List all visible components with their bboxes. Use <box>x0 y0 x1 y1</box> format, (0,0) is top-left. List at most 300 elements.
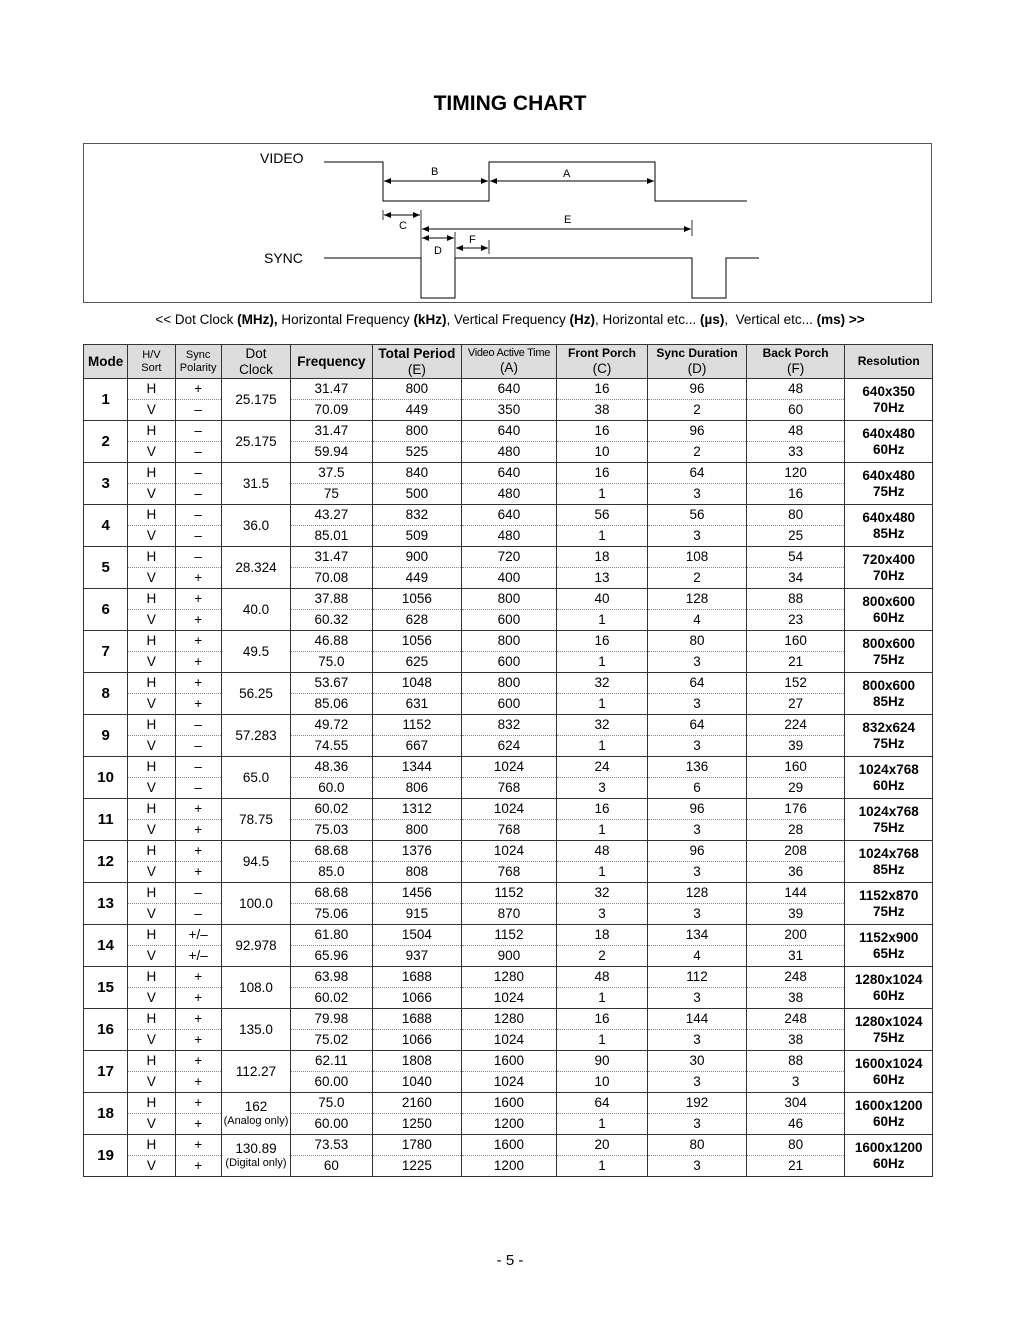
cell-sync: 96 <box>648 379 747 400</box>
cell-back: 200 <box>746 925 845 946</box>
dot-clock <box>221 757 290 799</box>
cell-front: 16 <box>556 421 648 442</box>
cell-sync: 64 <box>648 673 747 694</box>
cell-active: 1280 <box>462 1009 557 1030</box>
header-total-period <box>372 345 462 379</box>
cell-sync: 80 <box>648 1135 747 1156</box>
cell-front: 18 <box>556 925 648 946</box>
cell-total: 2160 <box>372 1093 462 1114</box>
cell-sort: V <box>128 1030 175 1051</box>
table-row <box>84 421 933 442</box>
resolution <box>845 421 933 463</box>
cell-active: 900 <box>462 946 557 967</box>
resolution <box>845 379 933 421</box>
dot-clock <box>221 547 290 589</box>
table-row <box>84 526 933 547</box>
cell-front: 16 <box>556 631 648 652</box>
cell-total: 1688 <box>372 967 462 988</box>
mode-number: 1 <box>84 379 128 421</box>
mode-number: 11 <box>84 799 128 841</box>
cell-active: 768 <box>462 778 557 799</box>
cell-pol: + <box>175 694 221 715</box>
cell-back: 38 <box>746 988 845 1009</box>
resolution-size: 640x480 <box>862 425 915 441</box>
units-khz: (kHz) <box>413 312 447 327</box>
cell-front: 10 <box>556 1072 648 1093</box>
resolution-rate: 75Hz <box>872 819 905 835</box>
resolution-rate: 60Hz <box>872 1071 905 1087</box>
cell-active: 350 <box>462 400 557 421</box>
cell-pol: – <box>175 547 221 568</box>
table-row <box>84 568 933 589</box>
dot-clock-value: 31.5 <box>242 475 270 491</box>
video-label: VIDEO <box>260 150 304 166</box>
cell-active: 1152 <box>462 925 557 946</box>
cell-active: 640 <box>462 505 557 526</box>
cell-total: 915 <box>372 904 462 925</box>
resolution-rate: 75Hz <box>872 483 905 499</box>
cell-total: 800 <box>372 421 462 442</box>
dot-clock <box>221 799 290 841</box>
cell-sync: 96 <box>648 799 747 820</box>
units-us: (µs) <box>700 312 725 327</box>
table-row <box>84 1093 933 1114</box>
table-row <box>84 883 933 904</box>
cell-freq: 31.47 <box>291 379 372 400</box>
dot-clock <box>221 1135 290 1177</box>
header-mode: Mode <box>84 345 128 379</box>
table-row <box>84 589 933 610</box>
dot-clock-value: 25.175 <box>235 391 277 407</box>
cell-active: 1024 <box>462 988 557 1009</box>
cell-sync: 3 <box>648 862 747 883</box>
cell-total: 1456 <box>372 883 462 904</box>
cell-sort: V <box>128 526 175 547</box>
cell-sort: H <box>128 967 175 988</box>
resolution-size: 1600x1200 <box>854 1097 923 1113</box>
header-text: Sync <box>185 348 211 361</box>
resolution-rate: 60Hz <box>872 609 905 625</box>
cell-sort: H <box>128 463 175 484</box>
table-row <box>84 799 933 820</box>
dot-clock-value: 94.5 <box>242 853 270 869</box>
table-row <box>84 505 933 526</box>
resolution <box>845 1009 933 1051</box>
cell-freq: 60.02 <box>291 988 372 1009</box>
cell-front: 1 <box>556 820 648 841</box>
mode-number: 3 <box>84 463 128 505</box>
page-number: - 5 - <box>496 1252 524 1269</box>
cell-pol: + <box>175 631 221 652</box>
resolution-size: 1600x1024 <box>854 1055 923 1071</box>
table-row <box>84 967 933 988</box>
cell-front: 24 <box>556 757 648 778</box>
cell-sync: 64 <box>648 715 747 736</box>
resolution <box>845 1135 933 1177</box>
cell-pol: + <box>175 820 221 841</box>
cell-freq: 75.0 <box>291 1093 372 1114</box>
mode-number: 5 <box>84 547 128 589</box>
cell-back: 248 <box>746 1009 845 1030</box>
cell-sort: H <box>128 757 175 778</box>
cell-freq: 48.36 <box>291 757 372 778</box>
dot-clock <box>221 673 290 715</box>
cell-sync: 3 <box>648 1156 747 1177</box>
dot-clock <box>221 379 290 421</box>
cell-sort: H <box>128 673 175 694</box>
cell-front: 20 <box>556 1135 648 1156</box>
header-text: Polarity <box>179 361 217 374</box>
cell-pol: – <box>175 757 221 778</box>
label-c: C <box>399 220 407 232</box>
cell-total: 806 <box>372 778 462 799</box>
cell-front: 48 <box>556 967 648 988</box>
cell-back: 54 <box>746 547 845 568</box>
cell-sort: V <box>128 778 175 799</box>
resolution-rate: 75Hz <box>872 651 905 667</box>
resolution-rate: 60Hz <box>872 1155 905 1171</box>
cell-freq: 60.00 <box>291 1072 372 1093</box>
dot-clock-value: 40.0 <box>242 601 270 617</box>
resolution-size: 1024x768 <box>858 761 919 777</box>
mode-number: 7 <box>84 631 128 673</box>
cell-active: 1024 <box>462 841 557 862</box>
header-text: (A) <box>499 360 518 376</box>
cell-front: 32 <box>556 883 648 904</box>
header-video-active-time <box>462 345 557 379</box>
cell-front: 56 <box>556 505 648 526</box>
dot-clock <box>221 841 290 883</box>
cell-total: 1066 <box>372 988 462 1009</box>
cell-front: 16 <box>556 799 648 820</box>
header-dot-clock <box>221 345 290 379</box>
table-row <box>84 862 933 883</box>
cell-sync: 112 <box>648 967 747 988</box>
units-text: , Horizontal etc... <box>595 312 701 327</box>
mode-number: 6 <box>84 589 128 631</box>
cell-freq: 65.96 <box>291 946 372 967</box>
cell-active: 1600 <box>462 1051 557 1072</box>
cell-active: 800 <box>462 589 557 610</box>
dot-clock-value: 162 <box>244 1099 268 1115</box>
cell-back: 160 <box>746 757 845 778</box>
cell-front: 1 <box>556 694 648 715</box>
cell-total: 1250 <box>372 1114 462 1135</box>
cell-sync: 136 <box>648 757 747 778</box>
cell-pol: + <box>175 610 221 631</box>
units-text: Horizontal Frequency <box>277 312 414 327</box>
cell-back: 46 <box>746 1114 845 1135</box>
cell-sort: V <box>128 652 175 673</box>
mode-number: 4 <box>84 505 128 547</box>
cell-freq: 68.68 <box>291 883 372 904</box>
resolution-rate: 85Hz <box>872 693 905 709</box>
cell-total: 800 <box>372 820 462 841</box>
cell-sync: 3 <box>648 652 747 673</box>
mode-number: 16 <box>84 1009 128 1051</box>
cell-freq: 75.03 <box>291 820 372 841</box>
resolution <box>845 505 933 547</box>
table-row <box>84 379 933 400</box>
dot-clock-value: 100.0 <box>239 895 273 911</box>
cell-sort: H <box>128 421 175 442</box>
cell-total: 1066 <box>372 1030 462 1051</box>
cell-sync: 4 <box>648 610 747 631</box>
cell-back: 38 <box>746 1030 845 1051</box>
cell-pol: + <box>175 841 221 862</box>
mode-number: 17 <box>84 1051 128 1093</box>
cell-sync: 3 <box>648 904 747 925</box>
resolution-rate: 65Hz <box>872 945 905 961</box>
resolution-size: 1152x900 <box>859 929 919 945</box>
cell-freq: 85.01 <box>291 526 372 547</box>
cell-pol: – <box>175 505 221 526</box>
mode-number: 18 <box>84 1093 128 1135</box>
cell-total: 525 <box>372 442 462 463</box>
mode-number: 19 <box>84 1135 128 1177</box>
cell-sort: H <box>128 715 175 736</box>
cell-freq: 73.53 <box>291 1135 372 1156</box>
cell-total: 937 <box>372 946 462 967</box>
cell-active: 480 <box>462 484 557 505</box>
cell-total: 509 <box>372 526 462 547</box>
cell-sort: H <box>128 883 175 904</box>
cell-freq: 37.5 <box>291 463 372 484</box>
cell-back: 88 <box>746 589 845 610</box>
cell-front: 32 <box>556 715 648 736</box>
cell-freq: 61.80 <box>291 925 372 946</box>
cell-active: 768 <box>462 862 557 883</box>
cell-back: 34 <box>746 568 845 589</box>
cell-freq: 60.0 <box>291 778 372 799</box>
units-hz: (Hz) <box>569 312 595 327</box>
table-row <box>84 715 933 736</box>
cell-total: 1040 <box>372 1072 462 1093</box>
dot-clock <box>221 421 290 463</box>
cell-back: 48 <box>746 379 845 400</box>
cell-sync: 6 <box>648 778 747 799</box>
dot-clock <box>221 967 290 1009</box>
cell-total: 1688 <box>372 1009 462 1030</box>
cell-pol: + <box>175 1135 221 1156</box>
cell-sort: V <box>128 694 175 715</box>
label-d: D <box>434 245 442 257</box>
header-sync-polarity <box>175 345 221 379</box>
cell-total: 1344 <box>372 757 462 778</box>
cell-total: 1152 <box>372 715 462 736</box>
cell-total: 631 <box>372 694 462 715</box>
header-text: (D) <box>687 360 707 376</box>
cell-pol: – <box>175 883 221 904</box>
cell-front: 1 <box>556 1156 648 1177</box>
dot-clock <box>221 631 290 673</box>
resolution-size: 800x600 <box>862 635 915 651</box>
dot-clock <box>221 589 290 631</box>
resolution <box>845 673 933 715</box>
label-b: B <box>431 166 439 178</box>
cell-total: 500 <box>372 484 462 505</box>
cell-sync: 96 <box>648 841 747 862</box>
table-row <box>84 1114 933 1135</box>
resolution-size: 1024x768 <box>858 803 919 819</box>
cell-pol: + <box>175 652 221 673</box>
mode-number: 2 <box>84 421 128 463</box>
dot-clock-value: 78.75 <box>239 811 273 827</box>
cell-total: 1056 <box>372 589 462 610</box>
cell-pol: – <box>175 778 221 799</box>
cell-sync: 3 <box>648 484 747 505</box>
cell-total: 1504 <box>372 925 462 946</box>
resolution-size: 832x624 <box>862 719 915 735</box>
cell-sort: V <box>128 946 175 967</box>
cell-freq: 60.32 <box>291 610 372 631</box>
cell-pol: + <box>175 1156 221 1177</box>
table-row <box>84 1135 933 1156</box>
dot-clock-value: 36.0 <box>242 517 270 533</box>
cell-back: 48 <box>746 421 845 442</box>
cell-back: 80 <box>746 1135 845 1156</box>
cell-active: 600 <box>462 694 557 715</box>
cell-freq: 62.11 <box>291 1051 372 1072</box>
sync-label: SYNC <box>264 250 303 266</box>
cell-total: 1312 <box>372 799 462 820</box>
cell-pol: – <box>175 421 221 442</box>
cell-front: 64 <box>556 1093 648 1114</box>
cell-sort: V <box>128 400 175 421</box>
dot-clock <box>221 925 290 967</box>
mode-number: 12 <box>84 841 128 883</box>
dot-clock-value: 57.283 <box>235 727 277 743</box>
cell-back: 23 <box>746 610 845 631</box>
resolution <box>845 589 933 631</box>
cell-pol: – <box>175 736 221 757</box>
cell-total: 628 <box>372 610 462 631</box>
resolution <box>845 547 933 589</box>
cell-active: 720 <box>462 547 557 568</box>
cell-sync: 2 <box>648 400 747 421</box>
cell-front: 1 <box>556 1030 648 1051</box>
label-a: A <box>563 168 571 180</box>
dot-clock <box>221 715 290 757</box>
cell-front: 13 <box>556 568 648 589</box>
sync-waveform <box>324 258 759 298</box>
resolution-size: 1280x1024 <box>854 1013 923 1029</box>
cell-sort: H <box>128 925 175 946</box>
cell-back: 208 <box>746 841 845 862</box>
cell-sort: H <box>128 379 175 400</box>
cell-freq: 49.72 <box>291 715 372 736</box>
cell-back: 120 <box>746 463 845 484</box>
table-row <box>84 757 933 778</box>
cell-front: 38 <box>556 400 648 421</box>
cell-active: 768 <box>462 820 557 841</box>
cell-pol: + <box>175 589 221 610</box>
cell-sync: 30 <box>648 1051 747 1072</box>
cell-back: 224 <box>746 715 845 736</box>
cell-total: 1056 <box>372 631 462 652</box>
cell-sync: 2 <box>648 568 747 589</box>
cell-front: 18 <box>556 547 648 568</box>
cell-back: 60 <box>746 400 845 421</box>
cell-sync: 3 <box>648 526 747 547</box>
cell-front: 10 <box>556 442 648 463</box>
cell-pol: + <box>175 568 221 589</box>
cell-freq: 85.06 <box>291 694 372 715</box>
table-row <box>84 820 933 841</box>
dot-clock-note: (Digital only) <box>225 1156 287 1169</box>
cell-sync: 96 <box>648 421 747 442</box>
table-row <box>84 778 933 799</box>
cell-active: 1152 <box>462 883 557 904</box>
cell-front: 16 <box>556 1009 648 1030</box>
cell-pol: +/– <box>175 946 221 967</box>
cell-sort: H <box>128 505 175 526</box>
table-row <box>84 904 933 925</box>
dot-clock-value: 112.27 <box>235 1063 277 1079</box>
units-legend <box>0 312 1020 327</box>
cell-sort: V <box>128 568 175 589</box>
mode-number: 14 <box>84 925 128 967</box>
table-row <box>84 1156 933 1177</box>
cell-sort: H <box>128 1093 175 1114</box>
header-text: Sort <box>141 361 162 374</box>
cell-front: 1 <box>556 736 648 757</box>
cell-active: 1024 <box>462 1072 557 1093</box>
cell-back: 29 <box>746 778 845 799</box>
cell-total: 449 <box>372 568 462 589</box>
resolution-size: 1600x1200 <box>854 1139 923 1155</box>
resolution <box>845 883 933 925</box>
cell-active: 624 <box>462 736 557 757</box>
cell-active: 600 <box>462 652 557 673</box>
label-e: E <box>564 214 572 226</box>
cell-freq: 68.68 <box>291 841 372 862</box>
cell-active: 1024 <box>462 1030 557 1051</box>
cell-pol: + <box>175 673 221 694</box>
cell-back: 31 <box>746 946 845 967</box>
cell-sync: 56 <box>648 505 747 526</box>
cell-front: 90 <box>556 1051 648 1072</box>
units-text: << Dot Clock <box>155 312 238 327</box>
resolution-size: 720x400 <box>862 551 915 567</box>
header-frequency: Frequency <box>291 345 372 379</box>
cell-total: 840 <box>372 463 462 484</box>
cell-pol: – <box>175 442 221 463</box>
cell-front: 1 <box>556 484 648 505</box>
cell-front: 1 <box>556 526 648 547</box>
mode-number: 15 <box>84 967 128 1009</box>
resolution <box>845 631 933 673</box>
cell-front: 1 <box>556 862 648 883</box>
cell-total: 625 <box>372 652 462 673</box>
resolution-rate: 60Hz <box>872 441 905 457</box>
dot-clock <box>221 463 290 505</box>
resolution-size: 800x600 <box>862 593 915 609</box>
resolution <box>845 841 933 883</box>
cell-active: 1200 <box>462 1156 557 1177</box>
cell-active: 600 <box>462 610 557 631</box>
table-row <box>84 673 933 694</box>
timing-table <box>83 344 933 1177</box>
header-text: Front Porch <box>567 345 636 360</box>
cell-back: 25 <box>746 526 845 547</box>
resolution-rate: 75Hz <box>872 1029 905 1045</box>
cell-front: 16 <box>556 463 648 484</box>
cell-back: 39 <box>746 904 845 925</box>
resolution-rate: 70Hz <box>872 399 905 415</box>
cell-active: 1200 <box>462 1114 557 1135</box>
cell-pol: – <box>175 526 221 547</box>
